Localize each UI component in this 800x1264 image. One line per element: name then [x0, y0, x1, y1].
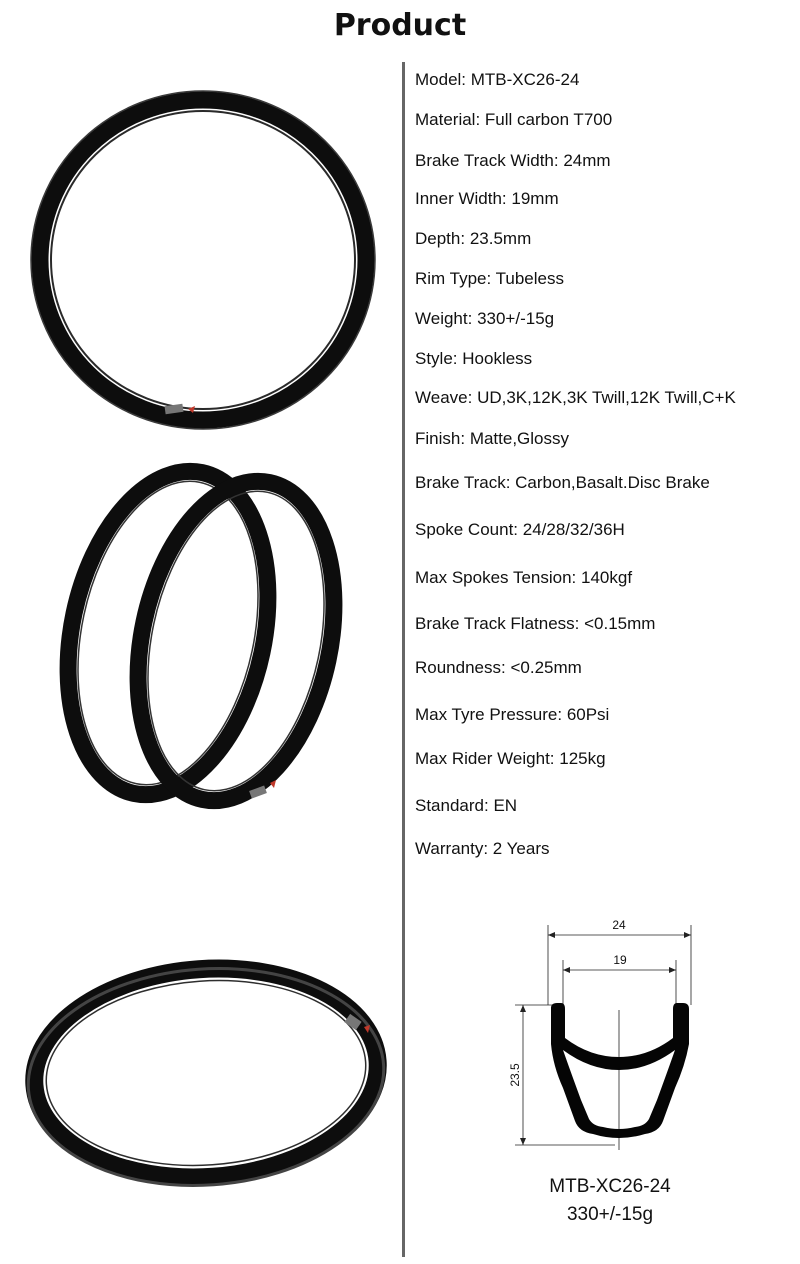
spec-max-rider-weight: Max Rider Weight: 125kg — [415, 749, 606, 768]
depth-label: 23.5 — [508, 1063, 522, 1087]
spec-brake-track-width: Brake Track Width: 24mm — [415, 151, 611, 170]
spec-warranty: Warranty: 2 Years — [415, 839, 550, 858]
inner-width-label: 19 — [613, 953, 627, 967]
spec-rim-type: Rim Type: Tubeless — [415, 269, 564, 288]
spec-spoke-count: Spoke Count: 24/28/32/36H — [415, 520, 625, 539]
page-title: Product — [333, 8, 467, 43]
spec-max-spokes-tension: Max Spokes Tension: 140kgf — [415, 568, 633, 587]
spec-roundness: Roundness: <0.25mm — [415, 658, 582, 677]
rim-front-image — [25, 88, 380, 433]
profile-caption-weight: 330+/-15g — [566, 1204, 654, 1225]
rim-pair-image — [60, 458, 345, 818]
rim-angled-image — [18, 955, 393, 1195]
rim-cross-section — [551, 1003, 689, 1138]
spec-style: Style: Hookless — [415, 349, 533, 368]
spec-model: Model: MTB-XC26-24 — [415, 70, 580, 89]
spec-weight: Weight: 330+/-15g — [415, 309, 555, 328]
spec-inner-width: Inner Width: 19mm — [415, 189, 559, 208]
outer-width-label: 24 — [612, 918, 626, 932]
spec-max-tyre-pressure: Max Tyre Pressure: 60Psi — [415, 705, 610, 724]
spec-finish: Finish: Matte,Glossy — [415, 429, 570, 448]
spec-standard: Standard: EN — [415, 796, 518, 815]
spec-weave: Weave: UD,3K,12K,3K Twill,12K Twill,C+K — [415, 388, 736, 407]
rim-profile-diagram — [508, 910, 715, 1150]
spec-material: Material: Full carbon T700 — [415, 110, 613, 129]
spec-brake-track-flatness: Brake Track Flatness: <0.15mm — [415, 614, 656, 633]
vertical-divider — [402, 62, 405, 1257]
profile-caption-model: MTB-XC26-24 — [549, 1176, 671, 1197]
spec-depth: Depth: 23.5mm — [415, 229, 532, 248]
spec-brake-track: Brake Track: Carbon,Basalt.Disc Brake — [415, 473, 710, 492]
